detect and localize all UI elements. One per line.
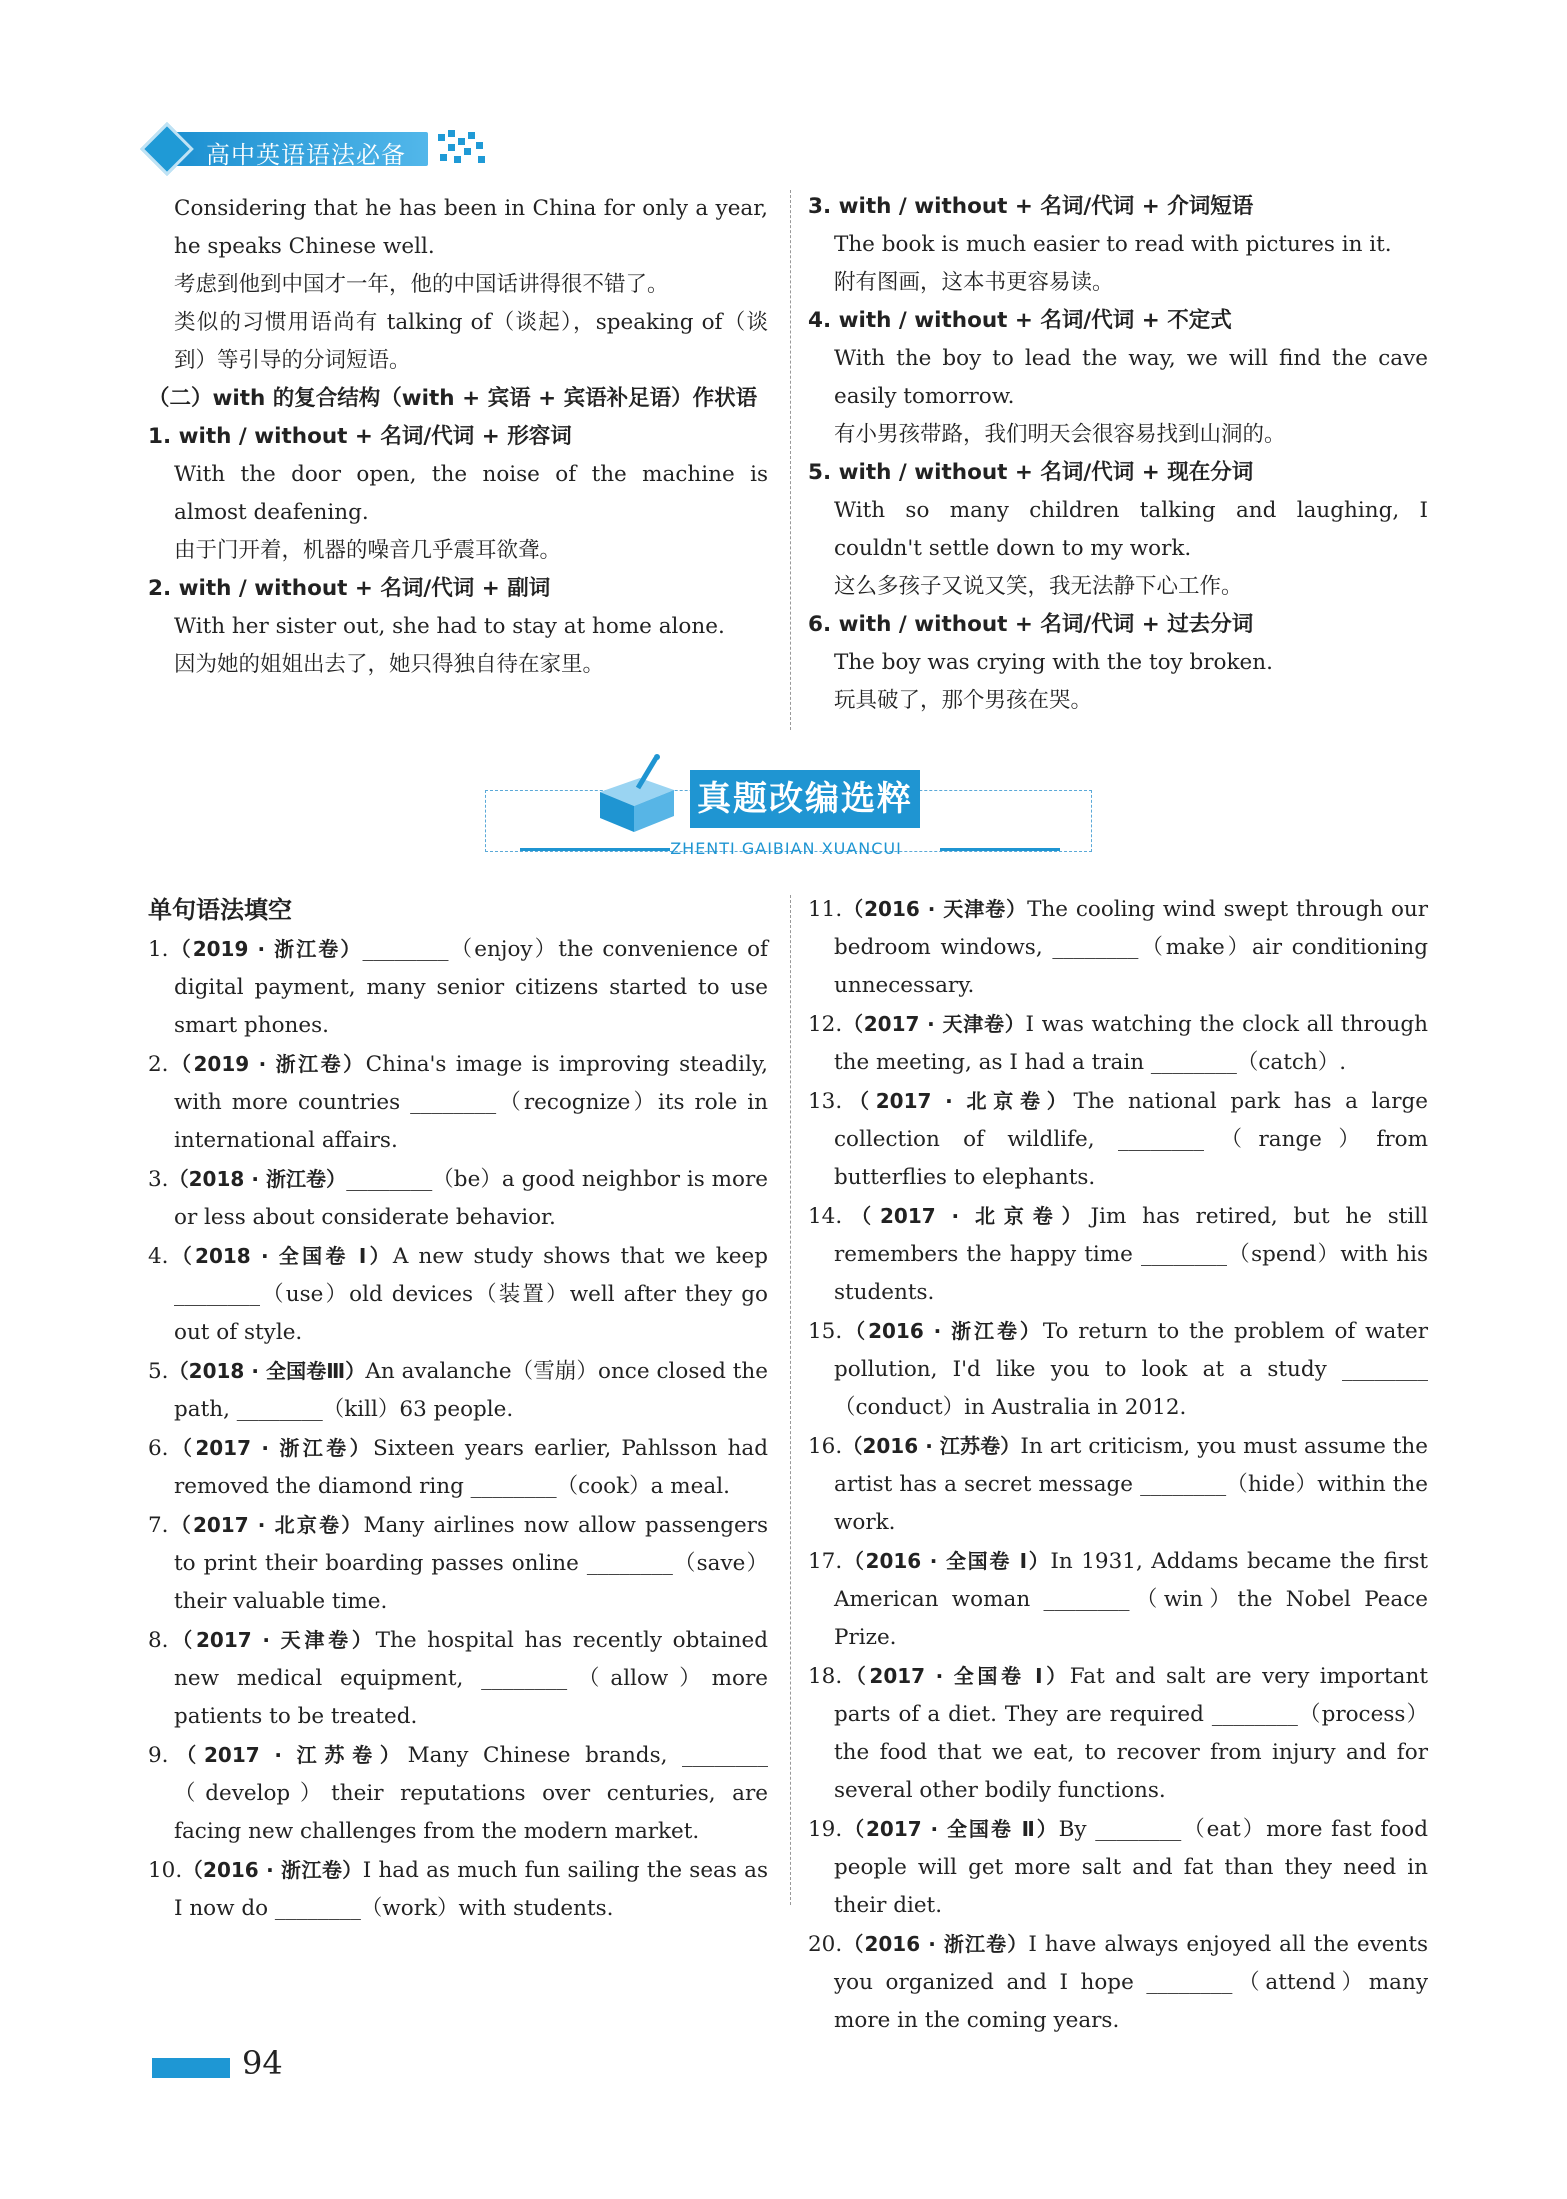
question-item <box>148 1621 768 1736</box>
page-number-bar <box>152 2058 230 2078</box>
question-source: （2016 · 全国卷 Ⅰ） <box>842 1549 1051 1573</box>
diamond-icon <box>140 122 194 176</box>
page-number: 94 <box>242 2044 283 2082</box>
question-source: （2017 · 天津卷） <box>842 1012 1026 1036</box>
question-number: 5. <box>148 1359 169 1384</box>
left-column-notes <box>148 190 768 684</box>
question-item <box>808 1427 1428 1542</box>
column-divider <box>790 190 791 730</box>
question-source: （2017 · 天津卷） <box>168 1628 376 1652</box>
section-banner <box>480 750 1092 868</box>
paragraph: 这么多孩子又说又笑，我无法静下心工作。 <box>834 574 1243 599</box>
question-text: Sixteen years earlier, Pahlsson had removed the diamond ring ________（cook）a meal. <box>174 1436 768 1499</box>
question-text: Many Chinese brands, ________（develop）their reputations over centuries, are facing new challenges from the modern market. <box>174 1743 769 1844</box>
right-column-exercises <box>808 890 1428 2040</box>
left-column-exercises <box>148 890 768 1928</box>
question-item <box>808 1542 1428 1657</box>
question-text: An avalanche（雪崩）once closed the path, ________（kill）63 people. <box>174 1359 769 1422</box>
banner-title: 真题改编选粹 <box>690 770 920 828</box>
question-item <box>808 1082 1428 1197</box>
question-item <box>148 1736 768 1851</box>
question-number: 15. <box>808 1319 843 1344</box>
paragraph: 类似的习惯用语尚有 talking of（谈起），speaking of（谈到）等引导的分词短语。 <box>174 310 768 373</box>
question-number: 13. <box>808 1089 843 1114</box>
question-source: （2017 · 北京卷） <box>842 1204 1091 1228</box>
question-number: 10. <box>148 1858 183 1883</box>
question-text: I was watching the clock all through the meeting, as I had a train ________（catch）. <box>834 1012 1428 1075</box>
question-item <box>148 1429 768 1506</box>
subheading: 1. with / without + 名词/代词 + 形容词 <box>148 424 572 449</box>
question-number: 17. <box>808 1549 843 1574</box>
paragraph: The book is much easier to read with pictures in it. <box>834 232 1392 257</box>
question-item <box>808 890 1428 1005</box>
question-item <box>808 1005 1428 1082</box>
paragraph: With so many children talking and laughing, I couldn't settle down to my work. <box>834 498 1428 561</box>
paragraph: Considering that he has been in China for only a year, he speaks Chinese well. <box>174 196 768 259</box>
paragraph: 由于门开着，机器的噪音几乎震耳欲聋。 <box>174 538 562 563</box>
question-list-left <box>148 930 768 1928</box>
question-source: （2017 · 北京卷） <box>168 1513 364 1537</box>
question-source: （2016 · 天津卷） <box>842 897 1028 921</box>
question-number: 19. <box>808 1817 843 1842</box>
paragraph: 附有图画，这本书更容易读。 <box>834 270 1114 295</box>
question-source: （2017 · 全国卷 Ⅱ） <box>842 1817 1059 1841</box>
pixel-dots-icon <box>438 130 488 168</box>
question-item <box>148 1352 768 1429</box>
paragraph: The boy was crying with the toy broken. <box>834 650 1273 675</box>
right-column-notes <box>808 188 1428 720</box>
subheading: 4. with / without + 名词/代词 + 不定式 <box>808 308 1232 333</box>
question-text: I have always enjoyed all the events you organized and I hope ________（attend）many more in the coming years. <box>834 1932 1428 2033</box>
question-item <box>148 1237 768 1352</box>
question-source: （2016 · 浙江卷） <box>842 1319 1043 1343</box>
question-text: Many airlines now allow passengers to print their boarding passes online ________（save）their valuable time. <box>174 1513 768 1614</box>
question-number: 9. <box>148 1743 169 1768</box>
question-number: 8. <box>148 1628 169 1653</box>
question-item <box>808 1925 1428 2040</box>
question-item <box>808 1810 1428 1925</box>
question-number: 11. <box>808 897 843 922</box>
question-item <box>148 1160 768 1237</box>
paragraph: 考虑到他到中国才一年，他的中国话讲得很不错了。 <box>174 272 669 297</box>
question-source: （2016 · 浙江卷） <box>842 1932 1029 1956</box>
subheading: 2. with / without + 名词/代词 + 副词 <box>148 576 551 601</box>
question-item <box>148 1506 768 1621</box>
question-number: 6. <box>148 1436 169 1461</box>
question-text: In art criticism, you must assume the artist has a secret message ________（hide）within the work. <box>834 1434 1428 1535</box>
question-item <box>148 930 768 1045</box>
question-list-right <box>808 890 1428 2040</box>
question-source: （2017 · 全国卷 Ⅰ） <box>842 1664 1070 1688</box>
question-text: By ________（eat）more fast food people will get more salt and fat than they need in their diet. <box>834 1817 1428 1918</box>
question-number: 2. <box>148 1052 169 1077</box>
paragraph: With the boy to lead the way, we will find the cave easily tomorrow. <box>834 346 1428 409</box>
question-item <box>808 1657 1428 1810</box>
question-source: （2017 · 江苏卷） <box>168 1743 408 1767</box>
section-title: 单句语法填空 <box>148 896 292 924</box>
header-title: 高中英语语法必备 <box>206 141 406 169</box>
question-text: The cooling wind swept through our bedroom windows, ________（make）air conditioning unnecessary. <box>834 897 1429 998</box>
question-item <box>148 1045 768 1160</box>
question-number: 20. <box>808 1932 843 1957</box>
running-header <box>148 126 488 172</box>
question-source: （2016 · 浙江卷） <box>182 1858 363 1882</box>
subheading: （二）with 的复合结构（with + 宾语 + 宾语补足语）作状语 <box>148 386 758 411</box>
question-source: （2019 · 浙江卷） <box>168 937 363 961</box>
question-text: The national park has a large collection of wildlife, ________（range）from butterflies to elephants. <box>834 1089 1428 1190</box>
question-text: China's image is improving steadily, with more countries ________（recognize）its role in international affairs. <box>174 1052 768 1153</box>
question-source: （2018 · 全国卷 Ⅰ） <box>168 1244 393 1268</box>
question-number: 14. <box>808 1204 843 1229</box>
question-text: The hospital has recently obtained new medical equipment, ________（allow）more patients to be treated. <box>174 1628 768 1729</box>
question-text: To return to the problem of water pollution, I'd like you to look at a study ________（conduct）in Australia in 2012. <box>834 1319 1429 1420</box>
question-number: 4. <box>148 1244 169 1269</box>
question-text: ________（enjoy）the convenience of digital payment, many senior citizens started to use smart phones. <box>174 937 768 1038</box>
question-number: 7. <box>148 1513 169 1538</box>
paragraph: With her sister out, she had to stay at home alone. <box>174 614 725 639</box>
question-item <box>808 1312 1428 1427</box>
question-number: 12. <box>808 1012 843 1037</box>
paragraph: 因为她的姐姐出去了，她只得独自待在家里。 <box>174 652 605 677</box>
question-number: 3. <box>148 1167 169 1192</box>
subheading: 6. with / without + 名词/代词 + 过去分词 <box>808 612 1254 637</box>
question-number: 1. <box>148 937 169 962</box>
paragraph: With the door open, the noise of the machine is almost deafening. <box>174 462 768 525</box>
question-source: （2018 · 浙江卷） <box>168 1167 347 1191</box>
question-source: （2016 · 江苏卷） <box>842 1434 1021 1458</box>
question-number: 16. <box>808 1434 843 1459</box>
question-text: Fat and salt are very important parts of a diet. They are required ________（process）the food that we eat, to recover from injury and for several other bodily functions. <box>834 1664 1428 1803</box>
subheading: 5. with / without + 名词/代词 + 现在分词 <box>808 460 1254 485</box>
column-divider <box>790 895 791 1905</box>
question-source: （2017 · 浙江卷） <box>168 1436 373 1460</box>
question-source: （2017 · 北京卷） <box>842 1089 1074 1113</box>
question-text: ________（be）a good neighbor is more or less about considerate behavior. <box>174 1167 769 1230</box>
pen-box-icon <box>590 754 678 834</box>
question-source: （2018 · 全国卷Ⅲ） <box>168 1359 366 1383</box>
question-source: （2019 · 浙江卷） <box>168 1052 366 1076</box>
question-text: Jim has retired, but he still remembers the happy time ________（spend）with his students. <box>834 1204 1429 1305</box>
paragraph: 玩具破了，那个男孩在哭。 <box>834 688 1093 713</box>
question-text: In 1931, Addams became the first American woman ________（win）the Nobel Peace Prize. <box>834 1549 1428 1650</box>
question-text: I had as much fun sailing the seas as I now do ________（work）with students. <box>174 1858 768 1921</box>
banner-subtitle: ZHENTI GAIBIAN XUANCUI <box>670 839 902 858</box>
question-item <box>148 1851 768 1928</box>
paragraph: 有小男孩带路，我们明天会很容易找到山洞的。 <box>834 422 1286 447</box>
subheading: 3. with / without + 名词/代词 + 介词短语 <box>808 194 1254 219</box>
question-text: A new study shows that we keep ________（use）old devices（装置）well after they go out of style. <box>174 1244 768 1345</box>
question-item <box>808 1197 1428 1312</box>
question-number: 18. <box>808 1664 843 1689</box>
